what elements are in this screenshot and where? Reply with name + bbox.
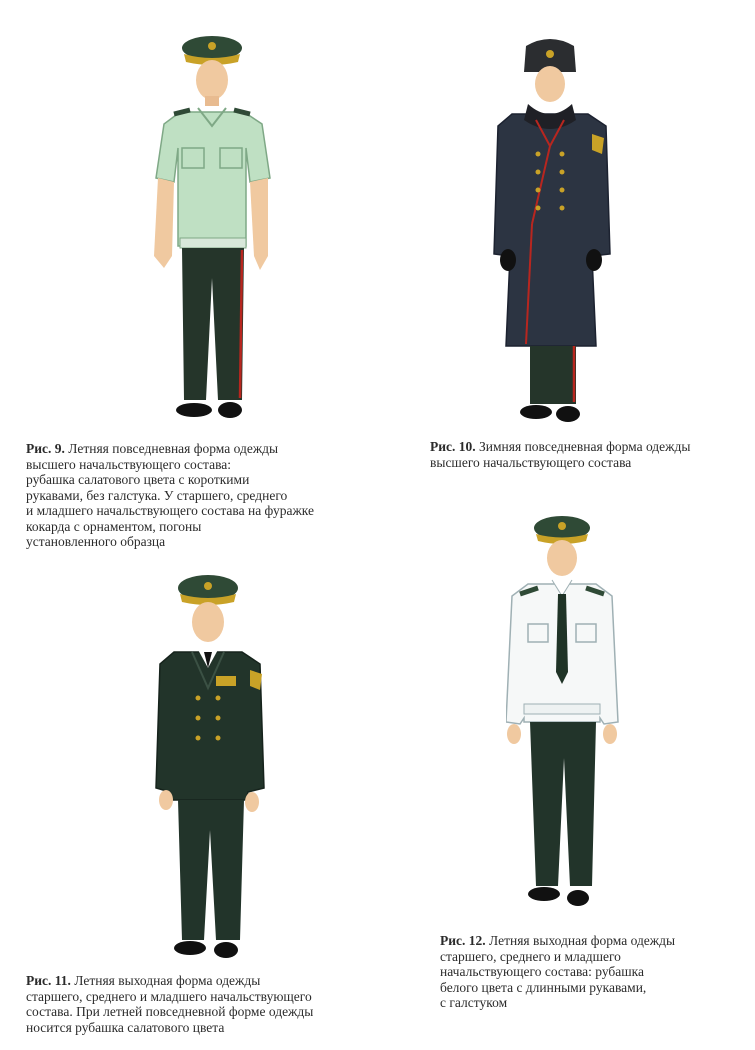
caption-text: с галстуком — [440, 995, 508, 1010]
caption-text: кокарда с орнаментом, погоны — [26, 518, 202, 534]
caption-text: белого цвета с длинными рукавами, — [440, 979, 647, 995]
caption-text: высшего начальствующего состава: — [26, 456, 232, 472]
figure-12-caption — [440, 933, 675, 1011]
figure-11-caption — [26, 973, 313, 1035]
caption-text: высшего начальствующего состава — [430, 454, 632, 470]
figure-12-label: Рис. 12. — [440, 933, 486, 948]
caption-text: рубашка салатового цвета с короткими — [26, 472, 250, 487]
figure-9-illustration — [150, 28, 290, 428]
caption-text: и младшего начальствующего состава на фуражке — [26, 503, 315, 518]
figure-12-illustration — [506, 508, 626, 918]
figure-10-label: Рис. 10. — [430, 439, 476, 454]
caption-text: установленного образца — [26, 534, 166, 549]
figure-10-caption — [430, 439, 690, 470]
figure-9-label: Рис. 9. — [26, 441, 65, 456]
caption-text: Летняя повседневная форма одежды — [68, 441, 279, 456]
caption-text: Зимняя повседневная форма одежды — [479, 439, 691, 454]
figure-11-illustration — [152, 568, 282, 973]
figure-10-illustration — [492, 34, 622, 434]
caption-text: Летняя выходная форма одежды — [74, 973, 261, 988]
caption-text: состава. При летней повседневной форме одежды — [26, 1004, 314, 1019]
caption-text: старшего, среднего и младшего начальствующего — [26, 988, 312, 1004]
caption-text: рукавами, без галстука. У старшего, среднего — [26, 487, 288, 503]
figure-9-caption — [26, 441, 314, 550]
caption-text: старшего, среднего и младшего — [440, 948, 621, 964]
caption-text: начальствующего состава: рубашка — [440, 964, 645, 979]
caption-text: Летняя выходная форма одежды — [489, 933, 676, 948]
figure-11-label: Рис. 11. — [26, 973, 71, 988]
caption-text: носится рубашка салатового цвета — [26, 1019, 225, 1035]
